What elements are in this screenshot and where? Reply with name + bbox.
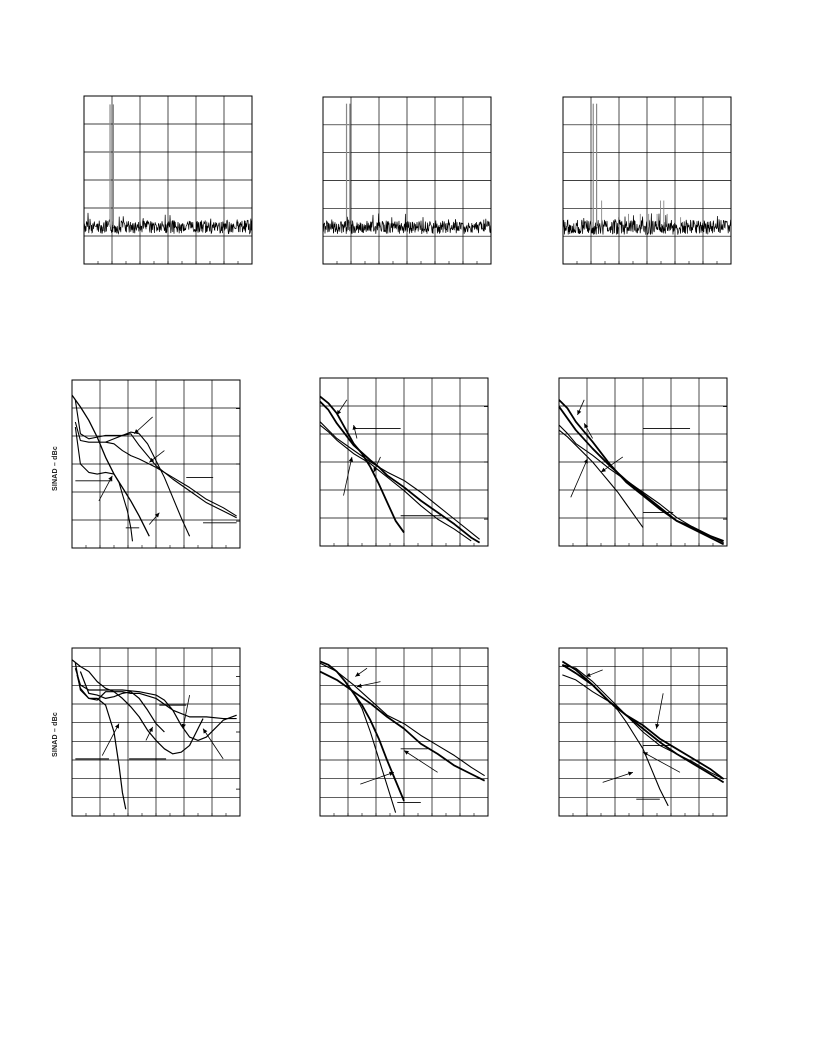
sinad-curve: [559, 430, 643, 527]
sinad-6-chart: [559, 648, 727, 816]
callout-arrowhead: [601, 468, 606, 472]
sinad-3-chart: [559, 378, 727, 546]
fft-1-chart: [84, 96, 252, 264]
sinad-1-chart: [72, 380, 240, 548]
callout-arrowhead: [349, 457, 353, 462]
callout-arrowhead: [355, 672, 360, 676]
callout-arrowhead: [628, 772, 633, 776]
callout-arrow: [360, 772, 394, 784]
sinad-curve: [72, 395, 149, 536]
callout-arrowhead: [655, 724, 659, 729]
sinad-4-chart: [72, 648, 240, 816]
sinad-curve: [354, 693, 396, 812]
callout-arrowhead: [337, 410, 341, 415]
sinad-5-chart: [320, 648, 488, 816]
callout-arrowhead: [357, 684, 362, 688]
sinad-2-chart: [320, 378, 488, 546]
sinad-curve: [75, 427, 132, 541]
fft-3-chart: [563, 97, 731, 264]
callout-arrow: [571, 459, 588, 498]
callout-arrow: [603, 772, 633, 782]
sinad-curve: [320, 661, 404, 800]
sinad-curve: [72, 660, 203, 754]
callout-arrow: [656, 693, 663, 728]
fft-2-chart: [323, 97, 491, 264]
sinad-y-axis-label-row2: SINAD – dBc: [52, 712, 59, 757]
sinad-curve: [320, 402, 480, 543]
sinad-y-axis-label-row1: SINAD – dBc: [52, 446, 59, 491]
sinad-curve: [320, 422, 480, 540]
callout-arrowhead: [353, 425, 357, 430]
callout-arrow: [203, 729, 223, 759]
callout-arrowhead: [404, 750, 409, 754]
callout-arrow: [404, 750, 438, 772]
callout-arrowhead: [203, 729, 207, 734]
